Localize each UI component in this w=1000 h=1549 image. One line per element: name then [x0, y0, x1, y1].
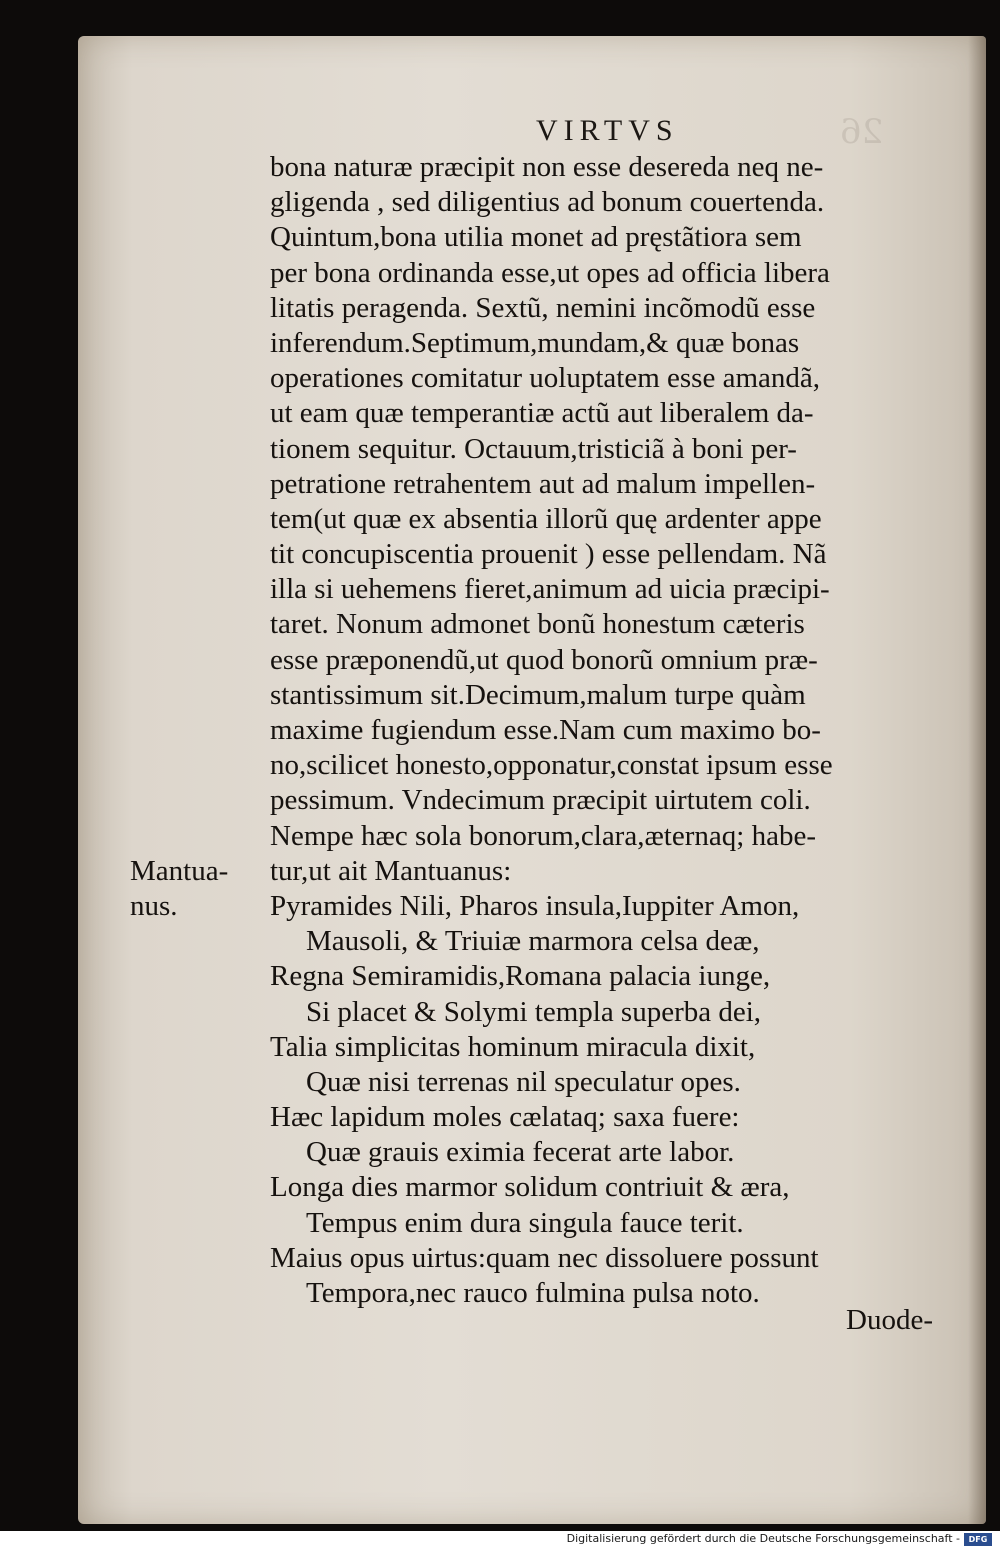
marginal-note-line: nus.	[130, 890, 178, 923]
text-line: tem(ut quæ ex absentia illorũ quę ardenter appe	[270, 502, 822, 535]
text-line: bona naturæ præcipit non esse desereda neq ne-	[270, 151, 824, 183]
verse-line-indented: Quæ grauis eximia fecerat arte labor.	[306, 1136, 735, 1169]
text-line: taret. Nonum admonet bonũ honestum cæteris	[270, 608, 805, 641]
text-line: petratione retrahentem aut ad malum impellen-	[270, 467, 816, 500]
catchword: Duode-	[846, 1304, 933, 1336]
verse-line-indented: Quæ nisi terrenas nil speculatur opes.	[306, 1065, 741, 1098]
verse-line-indented: Tempus enim dura singula fauce terit.	[306, 1206, 744, 1239]
text-line: Nempe hæc sola bonorum,clara,æternaq; habe-	[270, 819, 816, 852]
text-line: tur,ut ait Mantuanus:	[270, 854, 512, 887]
body-text	[270, 150, 970, 1311]
text-line: no,scilicet honesto,opponatur,constat ipsum esse	[270, 749, 833, 782]
text-line: pessimum. Vndecimum præcipit uirtutem coli.	[270, 784, 811, 817]
verse-line: Hæc lapidum moles cælataq; saxa fuere:	[270, 1101, 740, 1134]
text-line: esse præponendũ,ut quod bonorũ omnium præ-	[270, 643, 818, 676]
text-line: tit concupiscentia prouenit ) esse pellendam. Nã	[270, 538, 827, 571]
verse-line: Regna Semiramidis,Romana palacia iunge,	[270, 960, 771, 993]
dfg-logo-icon: DFG	[964, 1533, 992, 1546]
text-line: per bona ordinanda esse,ut opes ad officia libera	[270, 256, 830, 289]
text-line: tionem sequitur. Octauum,tristiciã à boni per-	[270, 432, 797, 465]
text-line: operationes comitatur uoluptatem esse amandã,	[270, 362, 821, 395]
footer-bar	[0, 1531, 1000, 1549]
marginal-note	[130, 854, 228, 924]
text-line: gligenda , sed diligentius ad bonum couertenda.	[270, 186, 825, 219]
text-line: ut eam quæ temperantiæ actũ aut liberalem da-	[270, 397, 814, 430]
text-line: illa si uehemens fieret,animum ad uicia præcipi-	[270, 573, 830, 606]
verse-line: Pyramides Nili, Pharos insula,Iuppiter Amon,	[270, 889, 800, 922]
text-line: Quintum,bona utilia monet ad pręstãtiora sem	[270, 221, 802, 254]
text-line: inferendum.Septimum,mundam,& quæ bonas	[270, 326, 800, 359]
verse-line-indented: Mausoli, & Triuiæ marmora celsa deæ,	[306, 925, 760, 958]
text-line: maxime fugiendum esse.Nam cum maximo bo-	[270, 714, 821, 746]
verse-line: Talia simplicitas hominum miracula dixit,	[270, 1030, 756, 1063]
footer-credit: Digitalisierung gefördert durch die Deutsche Forschungsgemeinschaft -	[566, 1532, 960, 1545]
running-head: VIRTVS	[536, 114, 679, 147]
verse-line-indented: Si placet & Solymi templa superba dei,	[306, 995, 762, 1028]
text-line: litatis peragenda. Sextũ, nemini incõmodũ esse	[270, 291, 816, 324]
verse-line-indented: Tempora,nec rauco fulmina pulsa noto.	[306, 1277, 760, 1309]
bleed-through-page-number: 26	[840, 112, 884, 152]
verse-line: Longa dies marmor solidum contriuit & æra,	[270, 1171, 790, 1204]
text-line: stantissimum sit.Decimum,malum turpe quàm	[270, 678, 806, 711]
marginal-note-line: Mantua-	[130, 855, 229, 887]
verse-line: Maius opus uirtus:quam nec dissoluere possunt	[270, 1241, 819, 1274]
